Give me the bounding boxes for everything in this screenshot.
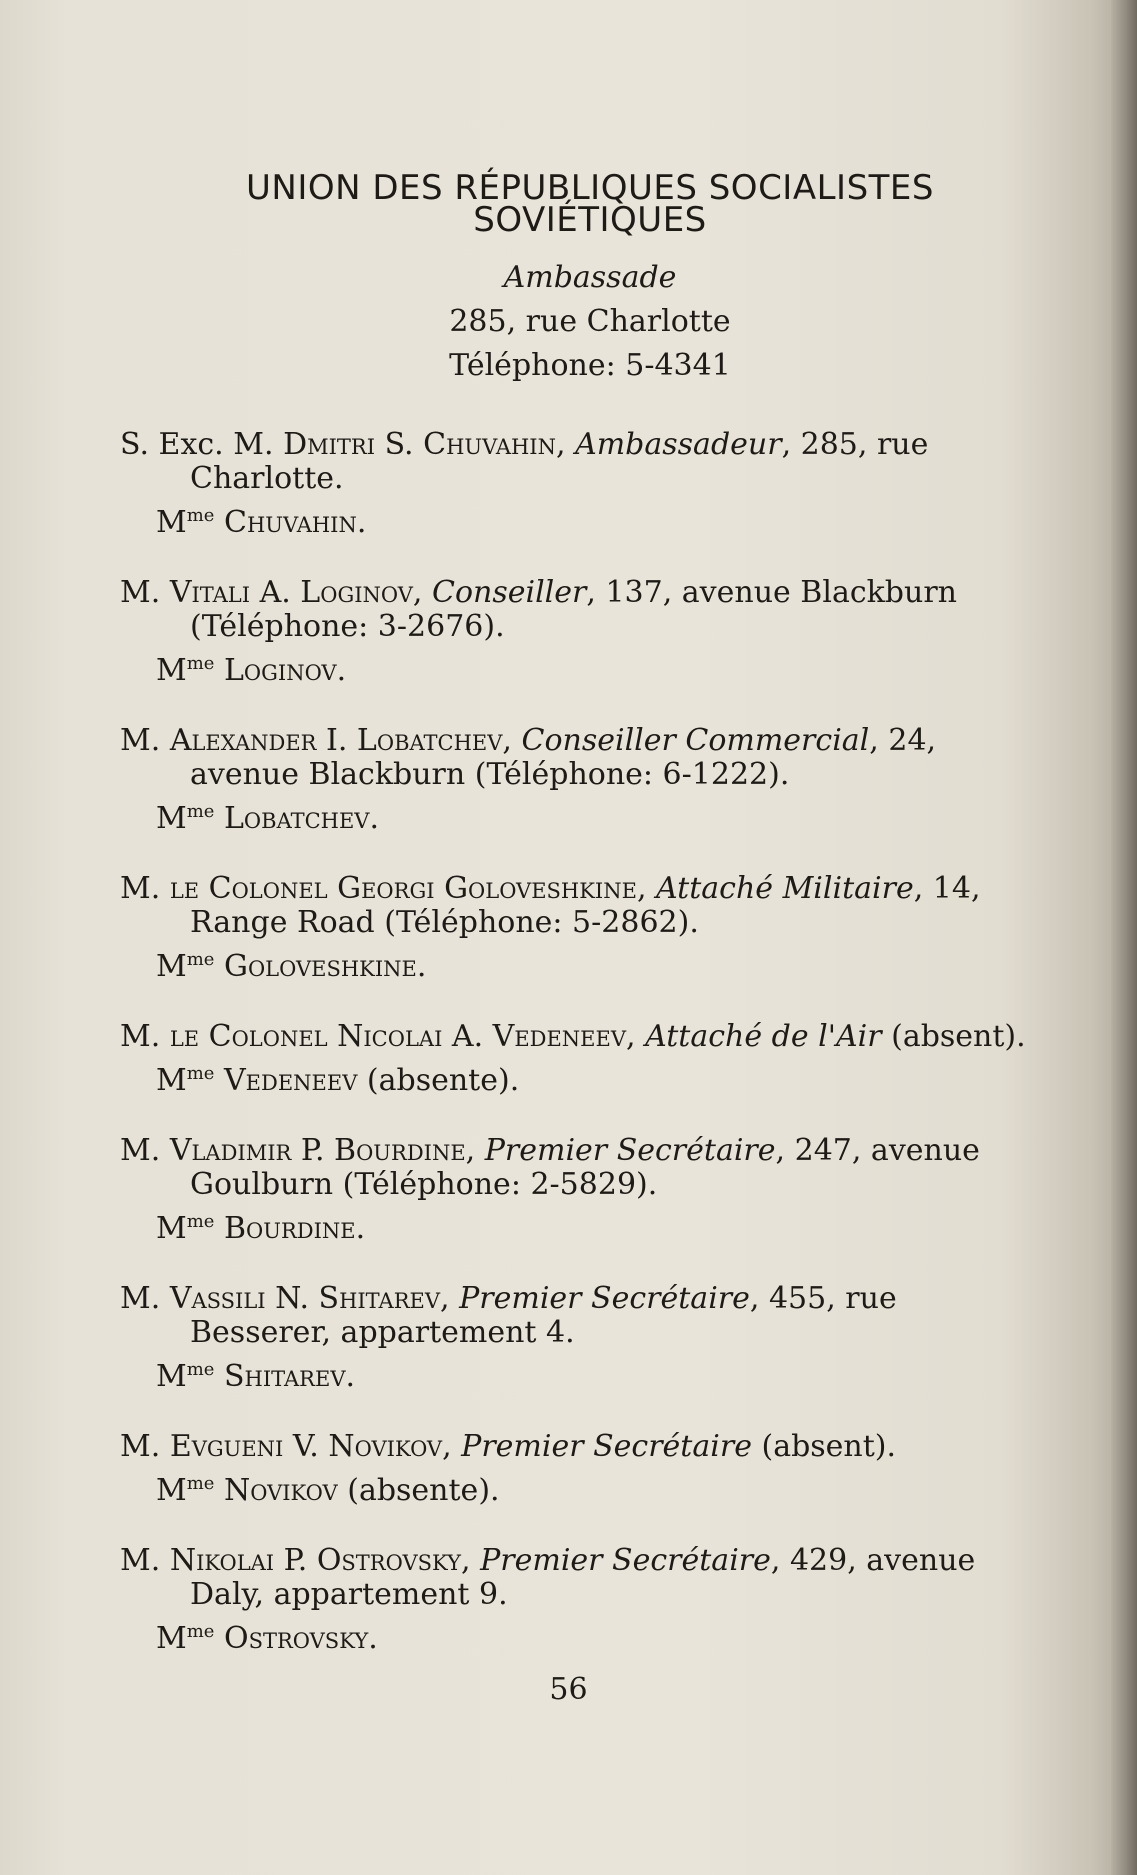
entry-main: M. le Colonel Nicolai A. Vedeneev, Attaché de l'Air (absent). — [120, 1019, 1026, 1054]
entry-name: Nikolai P. Ostrovsky — [169, 1543, 462, 1578]
personnel-entry — [120, 428, 1040, 540]
entry-details: (absent). — [751, 1429, 897, 1464]
entry-title: Attaché Militaire — [656, 871, 914, 906]
spouse-name: Bourdine — [224, 1211, 356, 1246]
entry-spouse — [120, 950, 1040, 984]
mission-type: Ambassade — [503, 260, 677, 295]
spouse-sup: me — [186, 949, 215, 970]
spouse-prefix: M — [156, 1473, 187, 1508]
personnel-list — [120, 428, 1040, 1692]
section-header — [190, 170, 990, 388]
entry-prefix: M. — [120, 871, 161, 906]
personnel-entry — [120, 1430, 1040, 1508]
entry-details: , 285, rue Charlotte. — [190, 427, 929, 496]
entry-title: Conseiller — [432, 575, 587, 610]
entry-prefix: M. — [120, 1543, 161, 1578]
spouse-suffix: . — [345, 1359, 356, 1394]
spouse-sup: me — [186, 1473, 215, 1494]
spouse-suffix: . — [368, 1621, 378, 1656]
page-number: 56 — [549, 1672, 588, 1707]
entry-main: M. Vassili N. Shitarev, Premier Secrétaire, 455, rue Besserer, appartement 4. — [120, 1281, 897, 1350]
entry-main: M. Vladimir P. Bourdine, Premier Secrétaire, 247, avenue Goulburn (Téléphone: 2-5829). — [120, 1133, 980, 1202]
entry-details: , 14, Range Road (Téléphone: 5-2862). — [190, 871, 981, 940]
entry-name: Alexander I. Lobatchev — [169, 723, 503, 758]
entry-title: Premier Secrétaire — [461, 1429, 752, 1464]
entry-main: M. Alexander I. Lobatchev, Conseiller Commercial, 24, avenue Blackburn (Téléphone: 6-1222). — [120, 723, 937, 792]
spouse-name: Loginov — [224, 653, 337, 688]
spouse-prefix: M — [156, 505, 187, 540]
entry-main: M. Vitali A. Loginov, Conseiller, 137, avenue Blackburn (Téléphone: 3-2676). — [120, 575, 957, 644]
entry-main: S. Exc. M. Dmitri S. Chuvahin, Ambassadeur, 285, rue Charlotte. — [120, 427, 929, 496]
spouse-prefix: M — [156, 801, 187, 836]
entry-main: M. le Colonel Georgi Goloveshkine, Attaché Militaire, 14, Range Road (Téléphone: 5-2862). — [120, 871, 981, 940]
spouse-sup: me — [186, 653, 215, 674]
personnel-entry — [120, 1282, 1040, 1394]
entry-name: Evgueni V. Novikov — [169, 1429, 443, 1464]
entry-title: Premier Secrétaire — [480, 1543, 771, 1578]
entry-spouse — [120, 1474, 1040, 1508]
entry-details: (absent). — [881, 1019, 1026, 1054]
spouse-prefix: M — [156, 1621, 187, 1656]
entry-prefix: S. Exc. M. — [120, 427, 274, 462]
entry-prefix: M. — [120, 575, 161, 610]
spouse-name: Lobatchev — [224, 801, 370, 836]
spouse-name: Shitarev — [224, 1359, 346, 1394]
personnel-entry — [120, 576, 1040, 688]
spouse-sup: me — [186, 1211, 215, 1232]
spouse-prefix: M — [156, 653, 187, 688]
personnel-entry — [120, 1020, 1040, 1098]
entry-title: Ambassadeur — [575, 427, 782, 462]
spouse-name: Vedeneev — [224, 1063, 358, 1098]
entry-title: Conseiller Commercial — [521, 723, 870, 758]
entry-spouse — [120, 1360, 1040, 1394]
spouse-prefix: M — [156, 1359, 187, 1394]
entry-spouse — [120, 506, 1040, 540]
entry-spouse — [120, 1212, 1040, 1246]
personnel-entry — [120, 872, 1040, 984]
spouse-sup: me — [186, 1359, 215, 1380]
mission-telephone: Téléphone: 5-4341 — [449, 348, 731, 383]
spouse-prefix: M — [156, 1063, 187, 1098]
spouse-suffix: (absente). — [337, 1473, 500, 1508]
entry-spouse — [120, 654, 1040, 688]
entry-title: Premier Secrétaire — [484, 1133, 776, 1168]
personnel-entry — [120, 724, 1040, 836]
entry-prefix: M. — [120, 1429, 161, 1464]
spouse-prefix: M — [156, 1211, 187, 1246]
entry-prefix: M. — [120, 1281, 161, 1316]
spouse-sup: me — [186, 1621, 215, 1642]
spouse-suffix: . — [355, 1211, 366, 1246]
entry-details: , 455, rue Besserer, appartement 4. — [190, 1281, 897, 1350]
page-binding-shadow — [1111, 0, 1137, 1875]
entry-spouse — [120, 802, 1040, 836]
spouse-name: Novikov — [224, 1473, 338, 1508]
spouse-suffix: . — [416, 949, 427, 984]
entry-spouse — [120, 1622, 1040, 1656]
entry-prefix: M. — [120, 723, 161, 758]
entry-details: , 137, avenue Blackburn (Téléphone: 3-2676). — [190, 575, 957, 644]
entry-title: Attaché de l'Air — [645, 1019, 882, 1054]
country-title: UNION DES RÉPUBLIQUES SOCIALISTES — [246, 168, 934, 208]
entry-main: M. Evgueni V. Novikov, Premier Secrétaire (absent). — [120, 1429, 897, 1464]
spouse-suffix: . — [356, 505, 367, 540]
spouse-sup: me — [186, 1063, 215, 1084]
spouse-name: Ostrovsky — [224, 1621, 369, 1656]
entry-details: , 429, avenue Daly, appartement 9. — [190, 1543, 976, 1612]
entry-prefix: M. — [120, 1019, 161, 1054]
spouse-sup: me — [186, 505, 215, 526]
entry-name: le Colonel Georgi Goloveshkine — [169, 871, 637, 906]
spouse-sup: me — [186, 801, 215, 822]
spouse-suffix: . — [336, 653, 347, 688]
mission-address: 285, rue Charlotte — [449, 304, 731, 339]
entry-prefix: M. — [120, 1133, 161, 1168]
spouse-name: Goloveshkine — [224, 949, 417, 984]
entry-name: Vladimir P. Bourdine — [169, 1133, 466, 1168]
spouse-name: Chuvahin — [224, 505, 357, 540]
entry-spouse — [120, 1064, 1040, 1098]
entry-details: , 247, avenue Goulburn (Téléphone: 2-5829). — [190, 1133, 980, 1202]
entry-title: Premier Secrétaire — [459, 1281, 750, 1316]
entry-name: le Colonel Nicolai A. Vedeneev — [169, 1019, 627, 1054]
spouse-suffix: (absente). — [357, 1063, 520, 1098]
personnel-entry — [120, 1544, 1040, 1656]
spouse-suffix: . — [369, 801, 380, 836]
entry-details: , 24, avenue Blackburn (Téléphone: 6-1222). — [190, 723, 937, 792]
personnel-entry — [120, 1134, 1040, 1246]
entry-name: Vitali A. Loginov — [169, 575, 413, 610]
spouse-prefix: M — [156, 949, 187, 984]
entry-main: M. Nikolai P. Ostrovsky, Premier Secrétaire, 429, avenue Daly, appartement 9. — [120, 1543, 976, 1612]
entry-name: Vassili N. Shitarev — [169, 1281, 441, 1316]
entry-name: Dmitri S. Chuvahin — [283, 427, 556, 462]
country-subtitle: SOVIÉTIQUES — [473, 200, 707, 240]
